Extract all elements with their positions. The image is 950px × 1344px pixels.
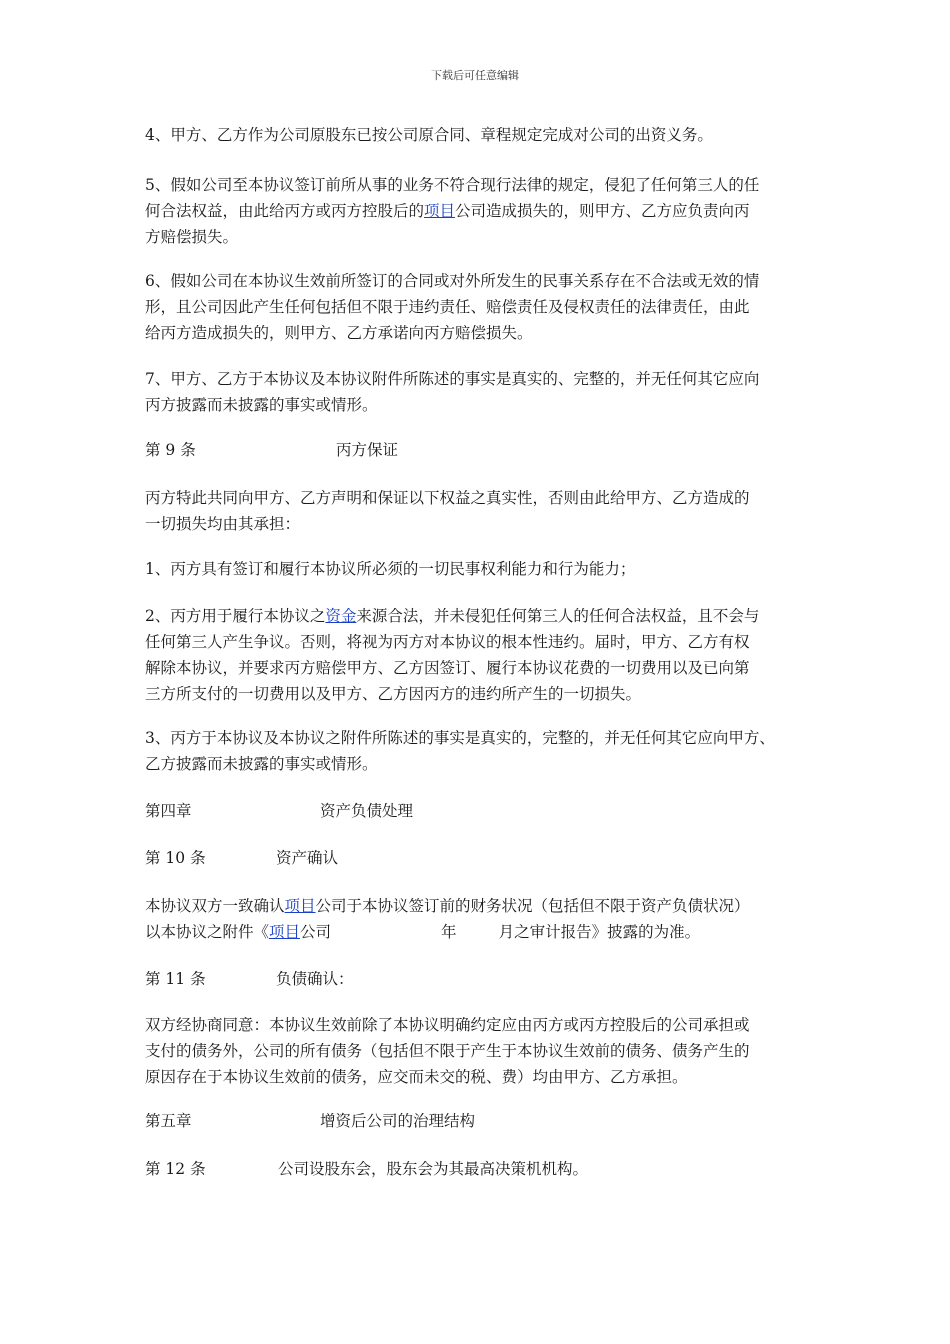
clause-9-3 [145,725,817,777]
clause-5-line-2 [145,198,817,224]
clause-9-2-line-1 [145,603,817,629]
clause-9-2 [145,603,817,707]
article-10-text: 月之审计报告》披露的为准。 [498,923,701,941]
clause-9-2-line-2: 任何第三人产生争议。否则，将视为丙方对本协议的根本性违约。届时，甲方、乙方有权 [145,633,750,651]
funds-link[interactable]: 资金 [325,607,357,625]
article-11-line-3: 原因存在于本协议生效前的债务，应交而未交的税、费）均由甲方、乙方承担。 [145,1068,688,1086]
page-header: 下载后可任意编辑 [431,69,519,82]
article-title: 资产确认 [276,849,339,867]
clause-9-1-line: 1、丙方具有签订和履行本协议所必须的一切民事权利能力和行为能力； [145,560,636,578]
clause-5-text: 何合法权益，由此给丙方或丙方控股后的 [145,202,425,220]
article-number: 第 12 条 [145,1160,206,1178]
article-9-heading [145,437,817,463]
project-link[interactable]: 项目 [284,897,316,915]
clause-5-line-1: 5、假如公司至本协议签订前所从事的业务不符合现行法律的规定，侵犯了任何第三人的任 [145,176,760,194]
clause-6 [145,268,817,346]
clause-9-3-line-2: 乙方披露而未披露的事实或情形。 [145,755,378,773]
project-link[interactable]: 项目 [269,923,301,941]
article-10-text: 公司于本协议签订前的财务状况（包括但不限于资产负债状况） [315,897,750,915]
article-11-heading [145,966,817,992]
chapter-5-heading [145,1108,817,1134]
chapter-number: 第五章 [145,1112,192,1130]
clause-9-3-line-1: 3、丙方于本协议及本协议之附件所陈述的事实是真实的，完整的，并无任何其它应向甲方、 [145,729,775,747]
article-title: 丙方保证 [336,441,399,459]
article-11-line-1: 双方经协商同意：本协议生效前除了本协议明确约定应由丙方或丙方控股后的公司承担或 [145,1016,750,1034]
article-10-text: 公司 [300,923,332,941]
clause-6-line-1: 6、假如公司在本协议生效前所签订的合同或对外所发生的民事关系存在不合法或无效的情 [145,272,760,290]
article-10-text: 本协议双方一致确认 [145,897,285,915]
clause-4-line: 4、甲方、乙方作为公司原股东已按公司原合同、章程规定完成对公司的出资义务。 [145,126,713,144]
article-11-body [145,1012,817,1090]
article-10-line-1 [145,893,817,919]
clause-9-2-line-4: 三方所支付的一切费用以及甲方、乙方因丙方的违约所产生的一切损失。 [145,685,642,703]
article-title: 负债确认： [276,970,354,988]
article-number: 第 9 条 [145,441,196,459]
article-number: 第 11 条 [145,970,206,988]
clause-7 [145,366,817,418]
clause-6-line-3: 给丙方造成损失的，则甲方、乙方承诺向丙方赔偿损失。 [145,324,533,342]
article-10-heading [145,845,817,871]
article-title: 公司设股东会，股东会为其最高决策机机构。 [278,1160,589,1178]
article-9-intro [145,485,817,537]
year-label: 年 [441,923,457,941]
chapter-4-heading [145,798,817,824]
intro-line-1: 丙方特此共同向甲方、乙方声明和保证以下权益之真实性，否则由此给甲方、乙方造成的 [145,489,750,507]
article-10-text: 以本协议之附件《 [145,923,270,941]
article-10-body [145,893,817,945]
article-12 [145,1156,817,1182]
clause-6-line-2: 形，且公司因此产生任何包括但不限于违约责任、赔偿责任及侵权责任的法律责任，由此 [145,298,750,316]
clause-5-line-3: 方赔偿损失。 [145,228,239,246]
clause-7-line-2: 丙方披露而未披露的事实或情形。 [145,396,378,414]
clause-9-2-line-3: 解除本协议，并要求丙方赔偿甲方、乙方因签订、履行本协议花费的一切费用以及已向第 [145,659,750,677]
chapter-title: 资产负债处理 [320,802,414,820]
article-11-line-2: 支付的债务外，公司的所有债务（包括但不限于产生于本协议生效前的债务、债务产生的 [145,1042,750,1060]
chapter-number: 第四章 [145,802,192,820]
clause-5 [145,172,817,250]
clause-7-line-1: 7、甲方、乙方于本协议及本协议附件所陈述的事实是真实的、完整的，并无任何其它应向 [145,370,760,388]
project-link[interactable]: 项目 [424,202,456,220]
article-number: 第 10 条 [145,849,206,867]
clause-9-1 [145,556,817,582]
article-10-line-2 [145,919,817,945]
chapter-title: 增资后公司的治理结构 [320,1112,476,1130]
clause-4 [145,122,817,148]
clause-9-2-text: 2、丙方用于履行本协议之 [145,607,326,625]
clause-9-2-text: 来源合法，并未侵犯任何第三人的任何合法权益，且不会与 [356,607,760,625]
intro-line-2: 一切损失均由其承担： [145,515,301,533]
clause-5-text: 公司造成损失的，则甲方、乙方应负责向丙 [455,202,750,220]
